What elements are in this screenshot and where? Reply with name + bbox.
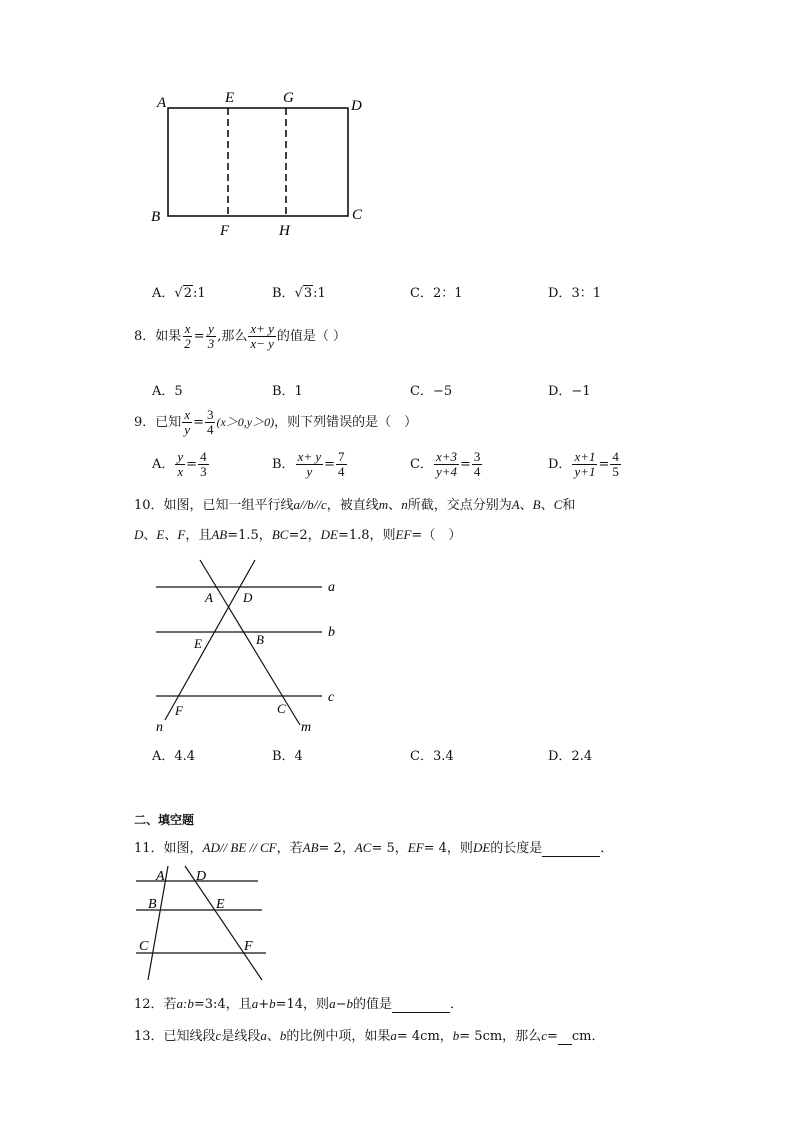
rectangle-figure [140, 80, 380, 250]
label-E: E [194, 636, 202, 651]
q7-option-b[interactable]: B．√3:1 [272, 286, 326, 301]
q8-option-d[interactable]: D．−1 [548, 384, 591, 399]
answer-blank[interactable] [392, 997, 450, 1013]
q8-option-a[interactable]: A．5 [152, 384, 183, 399]
question-13: 13．已知线段c是线段a、b的比例中项，如果a= 4cm，b= 5cm，那么c= cm． [134, 1028, 605, 1044]
label-E: E [216, 897, 225, 912]
label-C: C [352, 207, 363, 223]
answer-blank[interactable] [542, 841, 600, 857]
option-rest: :1 [313, 286, 326, 301]
label-C: C [277, 701, 286, 716]
q10-option-a[interactable]: A．4.4 [152, 749, 196, 764]
question-10-line-1: 10．如图，已知一组平行线a//b//c，被直线m、n所截，交点分别为A、B、C和 [134, 497, 576, 513]
q7-option-a[interactable]: A．√2:1 [152, 286, 206, 301]
label-E: E [225, 90, 235, 106]
radicand: 2 [183, 286, 192, 301]
label-H: H [279, 223, 290, 239]
label-B: B [256, 632, 264, 647]
radicand: 3 [303, 286, 313, 301]
answer-blank[interactable] [558, 1029, 572, 1045]
label-F: F [244, 939, 253, 954]
q-text: 的值是（ ） [276, 329, 347, 344]
condition: (x＞0,y＞0) [216, 415, 275, 429]
q11-figure [130, 862, 270, 987]
label-line-n: n [156, 720, 163, 735]
option-letter: A． [152, 286, 175, 301]
label-D: D [351, 98, 362, 114]
label-line-b: b [328, 625, 335, 640]
label-A: A [157, 95, 167, 111]
fraction: $\frac{x}{2}$ [184, 321, 191, 351]
q-text: 已知 [155, 415, 182, 430]
q-text: ，则下列错误的是（ ） [274, 415, 418, 430]
fraction: $\frac{y}{3}$ [207, 321, 215, 351]
q8-option-c[interactable]: C．−5 [410, 384, 453, 399]
q-text: ,那么 [217, 329, 248, 344]
question-10-line-2: D、E、F，且AB=1.5，BC=2，DE=1.8，则EF=（ ） [134, 527, 462, 543]
label-D: D [243, 590, 253, 605]
label-F: F [175, 703, 183, 718]
q9-option-c[interactable]: C． $\frac{x+3}{y+4}$ = $\frac{3}{4}$ [410, 449, 481, 479]
q10-option-d[interactable]: D．2.4 [548, 749, 593, 764]
label-A: A [156, 869, 165, 884]
label-B: B [148, 897, 157, 912]
question-8: 8．如果 $\frac{x}{2}$ = $\frac{y}{3}$ ,那么 $\frac{x+ y}{x- y}$ 的值是（ ） [134, 321, 347, 351]
option-text: 3：1 [571, 286, 601, 301]
q9-option-d[interactable]: D． $\frac{x+1}{y+1}$ = $\frac{4}{5}$ [548, 449, 619, 479]
label-F: F [220, 223, 230, 239]
option-letter: D． [548, 286, 572, 301]
parallel-lines-figure [140, 555, 350, 740]
q7-option-c[interactable] [410, 282, 463, 301]
q-number: 9． [134, 415, 156, 430]
q-text: 如果 [155, 329, 182, 344]
q9-option-b[interactable]: B． $\frac{x+ y}{y}$ = $\frac{7}{4}$ [272, 449, 345, 479]
fraction: $\frac{x}{y}$ [184, 407, 191, 437]
option-letter: C． [410, 286, 433, 301]
label-A: A [205, 590, 213, 605]
question-11: 11．如图，AD// BE // CF，若AB= 2，AC= 5，EF= 4，则DE的长度是 ． [134, 840, 614, 856]
option-letter: B． [272, 286, 295, 301]
label-line-a: a [328, 580, 335, 595]
q7-option-d[interactable] [548, 282, 601, 301]
fraction: $\frac{x+ y}{x- y}$ [250, 321, 274, 351]
label-C: C [139, 939, 149, 954]
label-line-c: c [328, 690, 335, 705]
fraction: $\frac{3}{4}$ [206, 407, 214, 437]
label-line-m: m [301, 720, 312, 735]
q8-option-b[interactable]: B．1 [272, 384, 303, 399]
q10-option-b[interactable]: B．4 [272, 749, 303, 764]
q9-option-a[interactable]: A． $\frac{y}{x}$ = $\frac{4}{3}$ [152, 449, 207, 479]
q10-option-c[interactable]: C．3.4 [410, 749, 454, 764]
label-B: B [151, 209, 161, 225]
option-rest: :1 [192, 286, 206, 301]
question-12: 12．若a:b=3:4，且a+b=14，则a−b的值是 ． [134, 996, 463, 1012]
question-9: 9．已知 $\frac{x}{y}$ = $\frac{3}{4}$ (x＞0,y＞0)，则下列错误的是（ ） [134, 407, 418, 437]
label-D: D [196, 869, 207, 884]
option-text: 2：1 [432, 286, 463, 301]
q-number: 8． [134, 329, 156, 344]
section-title: 二、填空题 [134, 813, 195, 827]
label-G: G [283, 90, 294, 106]
